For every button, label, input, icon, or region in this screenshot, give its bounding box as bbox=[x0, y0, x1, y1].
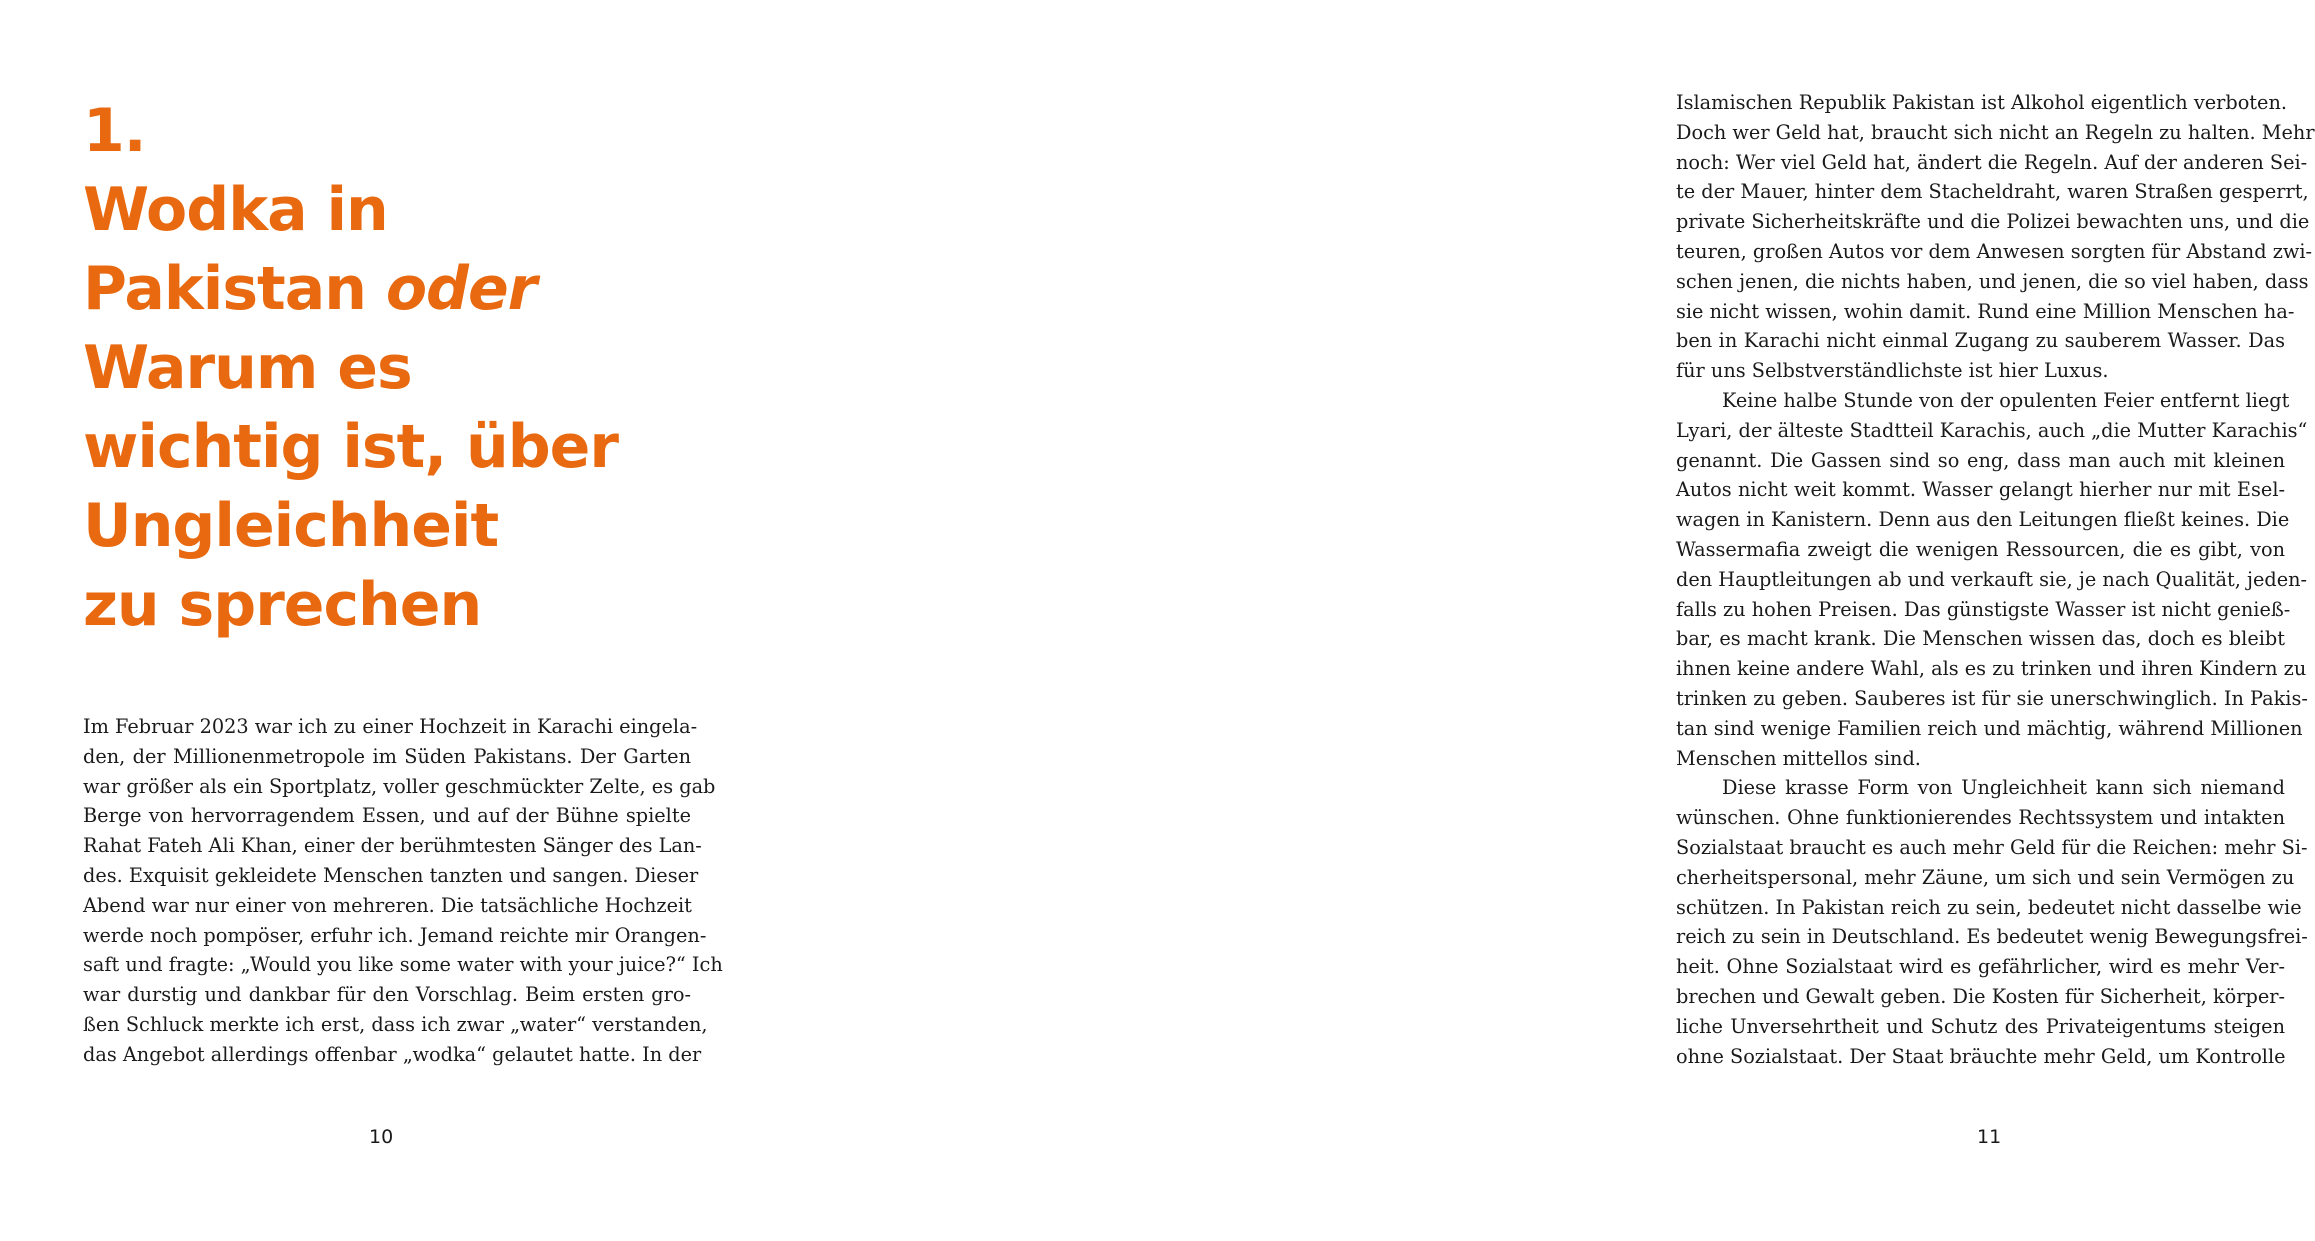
text-line: te der Mauer, hinter dem Stacheldraht, waren Straßen gesperrt, bbox=[1676, 180, 2309, 204]
chapter-number: 1. bbox=[83, 96, 146, 166]
chapter-title-line bbox=[83, 250, 763, 329]
text-line: bar, es macht krank. Die Menschen wissen das, doch es bleibt bbox=[1676, 627, 2285, 651]
text-line: werde noch pompöser, erfuhr ich. Jemand reichte mir Orangen- bbox=[83, 923, 707, 947]
right-page bbox=[798, 0, 2315, 1241]
text-line: schützen. In Pakistan reich zu sein, bedeutet nicht dasselbe wie bbox=[1676, 895, 2302, 919]
text-line: ßen Schluck merkte ich erst, dass ich zwar „water“ verstanden, bbox=[83, 1012, 708, 1036]
text-line: für uns Selbstverständlichste ist hier Luxus. bbox=[1676, 359, 2109, 383]
left-body-text bbox=[83, 712, 723, 1070]
text-line: sie nicht wissen, wohin damit. Rund eine Million Menschen ha- bbox=[1676, 299, 2295, 323]
text-line: wünschen. Ohne funktionierendes Rechtssystem und intakten bbox=[1676, 806, 2285, 830]
text-line: Autos nicht weit kommt. Wasser gelangt hierher nur mit Esel- bbox=[1676, 478, 2285, 502]
text-line: Diese krasse Form von Ungleichheit kann sich niemand bbox=[1722, 776, 2285, 800]
text-line: ohne Sozialstaat. Der Staat bräuchte mehr Geld, um Kontrolle bbox=[1676, 1044, 2286, 1068]
text-line: Im Februar 2023 war ich zu einer Hochzeit in Karachi eingela- bbox=[83, 715, 698, 738]
text-line: Lyari, der älteste Stadtteil Karachis, auch „die Mutter Karachis“ bbox=[1676, 418, 2308, 442]
text-line: private Sicherheitskräfte und die Polizei bewachten uns, und die bbox=[1676, 210, 2310, 234]
text-line: reich zu sein in Deutschland. Es bedeutet wenig Bewegungsfrei- bbox=[1676, 925, 2308, 949]
page-number-right: 11 bbox=[1977, 1126, 2002, 1148]
text-line: brechen und Gewalt geben. Die Kosten für Sicherheit, körper- bbox=[1676, 984, 2285, 1008]
text-line: teuren, großen Autos vor dem Anwesen sorgten für Abstand zwi- bbox=[1676, 239, 2313, 263]
text-line: Keine halbe Stunde von der opulenten Feier entfernt liegt bbox=[1722, 388, 2290, 412]
text-line: Rahat Fateh Ali Khan, einer der berühmtesten Sänger des Lan- bbox=[83, 834, 702, 858]
chapter-title-line: Ungleichheit bbox=[83, 491, 499, 561]
text-line: heit. Ohne Sozialstaat wird es gefährlicher, wird es mehr Ver- bbox=[1676, 955, 2285, 979]
text-line: tan sind wenige Familien reich und mächtig, während Millionen bbox=[1676, 716, 2303, 740]
text-line: ben in Karachi nicht einmal Zugang zu sauberem Wasser. Das bbox=[1676, 329, 2285, 353]
chapter-title-line: Warum es bbox=[83, 333, 412, 403]
text-line: liche Unversehrtheit und Schutz des Privateigentums steigen bbox=[1676, 1014, 2285, 1038]
chapter-title-line: Wodka in bbox=[83, 175, 388, 245]
chapter-heading bbox=[83, 92, 763, 645]
text-line: das Angebot allerdings offenbar „wodka“ gelautet hatte. In der bbox=[83, 1042, 702, 1066]
text-line: den, der Millionenmetropole im Süden Pakistans. Der Garten bbox=[83, 744, 691, 768]
text-line: cherheitspersonal, mehr Zäune, um sich und sein Vermögen zu bbox=[1676, 865, 2295, 889]
chapter-title-word: Pakistan bbox=[83, 254, 366, 324]
text-line: des. Exquisit gekleidete Menschen tanzten und sangen. Dieser bbox=[83, 863, 699, 887]
text-line: wagen in Kanistern. Denn aus den Leitungen fließt keines. Die bbox=[1676, 508, 2290, 532]
right-body-text bbox=[1676, 88, 2315, 1071]
text-line: Menschen mittellos sind. bbox=[1676, 746, 1921, 770]
text-line: den Hauptleitungen ab und verkauft sie, je nach Qualität, jeden- bbox=[1676, 567, 2308, 591]
text-line: ihnen keine andere Wahl, als es zu trinken und ihren Kindern zu bbox=[1676, 657, 2307, 681]
text-line: war durstig und dankbar für den Vorschlag. Beim ersten gro- bbox=[83, 983, 691, 1007]
text-line: Sozialstaat braucht es auch mehr Geld für die Reichen: mehr Si- bbox=[1676, 835, 2308, 859]
text-line: trinken zu geben. Sauberes ist für sie unerschwinglich. In Pakis- bbox=[1676, 686, 2308, 710]
text-line: war größer als ein Sportplatz, voller geschmückter Zelte, es gab bbox=[83, 774, 716, 798]
text-line: Berge von hervorragendem Essen, und auf der Bühne spielte bbox=[83, 804, 691, 828]
text-line: Wassermafia zweigt die wenigen Ressourcen, die es gibt, von bbox=[1676, 537, 2285, 561]
text-line: noch: Wer viel Geld hat, ändert die Regeln. Auf der anderen Sei- bbox=[1676, 150, 2308, 174]
text-line: Islamischen Republik Pakistan ist Alkohol eigentlich verboten. bbox=[1676, 91, 2288, 114]
chapter-title-italic-word: oder bbox=[385, 254, 537, 324]
chapter-title-line: zu sprechen bbox=[83, 570, 482, 640]
text-line: Doch wer Geld hat, braucht sich nicht an Regeln zu halten. Mehr bbox=[1676, 120, 2315, 144]
text-line: schen jenen, die nichts haben, und jenen, die so viel haben, dass bbox=[1676, 269, 2309, 293]
text-line: genannt. Die Gassen sind so eng, dass man auch mit kleinen bbox=[1676, 448, 2285, 472]
text-line: Abend war nur einer von mehreren. Die tatsächliche Hochzeit bbox=[83, 893, 692, 917]
text-line: falls zu hohen Preisen. Das günstigste Wasser ist nicht genieß- bbox=[1676, 597, 2291, 621]
left-page bbox=[0, 0, 797, 1241]
page-number-left: 10 bbox=[369, 1126, 394, 1148]
text-line: saft und fragte: „Would you like some water with your juice?“ Ich bbox=[83, 953, 723, 977]
chapter-title-line: wichtig ist, über bbox=[83, 412, 618, 482]
